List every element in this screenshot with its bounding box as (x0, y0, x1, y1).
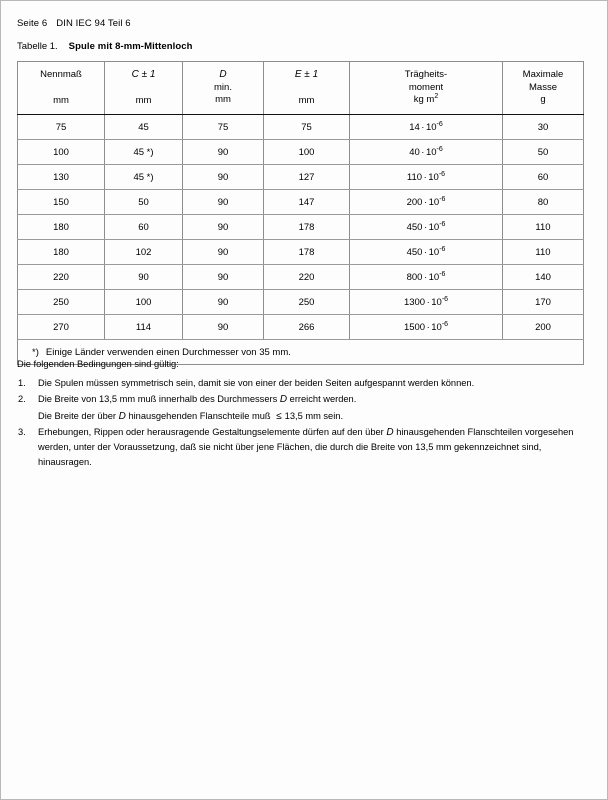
condition-sub-text-a: Die Breite der über (38, 411, 119, 422)
table-row (18, 315, 584, 340)
column-header-d: D min. mm (183, 62, 264, 115)
condition-var-2a: D (279, 394, 288, 406)
cell-e: 250 (264, 290, 350, 315)
cell-masse: 170 (503, 290, 584, 315)
cell-traegheitsmoment: $450 \cdot 10^{-6}$ (350, 240, 503, 265)
cell-e: 266 (264, 315, 350, 340)
cell-masse: 50 (503, 140, 584, 165)
cell-e: 100 (264, 140, 350, 165)
cell-d: 90 (183, 265, 264, 290)
table-caption-title: Spule mit 8-mm-Mittenloch (68, 41, 193, 52)
cell-nennmass: 100 (18, 140, 105, 165)
cell-traegheitsmoment: $450 \cdot 10^{-6}$ (350, 215, 503, 240)
table-row (18, 215, 584, 240)
cell-masse: 80 (503, 190, 584, 215)
cell-masse: 110 (503, 240, 584, 265)
condition-number-3: 3. (18, 426, 26, 437)
cell-e: 147 (264, 190, 350, 215)
condition-item-2-sub (17, 409, 595, 425)
cell-d: 90 (183, 290, 264, 315)
cell-traegheitsmoment: $40 \cdot 10^{-6}$ (350, 140, 503, 165)
column-header-e: E ± 1 mm (264, 62, 350, 115)
cell-traegheitsmoment: $110 \cdot 10^{-6}$ (350, 165, 503, 190)
table-body (18, 115, 584, 365)
cell-e: 178 (264, 240, 350, 265)
cell-masse: 60 (503, 165, 584, 190)
column-header-c: C ± 1 mm (105, 62, 183, 115)
cell-c: 90 (105, 265, 183, 290)
condition-text-2b: erreicht werden. (287, 394, 357, 405)
cell-d: 90 (183, 215, 264, 240)
condition-text-3a: Erhebungen, Rippen oder herausragende Gestaltungselemente dürfen auf den über (38, 426, 387, 437)
condition-number-1: 1. (18, 378, 26, 389)
condition-sub-var: D (118, 411, 126, 423)
unit-kg-m2: kg $m^2$ (413, 93, 439, 106)
condition-text-2a: Die Breite von 13,5 mm muß innerhalb des Durchmessers (38, 394, 280, 405)
cell-c: 45 *) (105, 165, 183, 190)
cell-c: 114 (105, 315, 183, 340)
cell-e: 178 (264, 215, 350, 240)
table-row (18, 265, 584, 290)
conditions-section (17, 357, 595, 471)
table-header-row (18, 62, 584, 115)
table-row (18, 165, 584, 190)
cell-masse: 30 (503, 115, 584, 140)
footnote-text: Einige Länder verwenden einen Durchmesser von 35 mm. (45, 346, 291, 358)
cell-masse: 140 (503, 265, 584, 290)
cell-nennmass: 180 (18, 240, 105, 265)
condition-item-3 (17, 425, 595, 470)
condition-sub-text-b: hinausgehenden Flanschteile muß (125, 411, 274, 422)
cell-masse: 110 (503, 215, 584, 240)
cell-nennmass: 180 (18, 215, 105, 240)
conditions-intro: Die folgenden Bedingungen sind gültig: (17, 359, 179, 369)
cell-d: 75 (183, 115, 264, 140)
cell-c: 45 *) (105, 140, 183, 165)
cell-c: 102 (105, 240, 183, 265)
footnote-marker: *) (32, 346, 39, 358)
cell-d: 90 (183, 140, 264, 165)
table-row (18, 190, 584, 215)
condition-item-2 (17, 392, 595, 408)
cell-c: 45 (105, 115, 183, 140)
condition-var-3a: D (386, 426, 394, 438)
condition-item-1 (17, 376, 595, 391)
cell-nennmass: 130 (18, 165, 105, 190)
standard-label: DIN IEC 94 Teil 6 (56, 18, 131, 29)
cell-traegheitsmoment: $200 \cdot 10^{-6}$ (350, 190, 503, 215)
less-than-equal-icon: ≤ (276, 411, 282, 423)
table-row (18, 140, 584, 165)
cell-c: 50 (105, 190, 183, 215)
cell-c: 60 (105, 215, 183, 240)
condition-text-1: Die Spulen müssen symmetrisch sein, damit sie von einer der beiden Seiten aufgespannt werden können. (38, 378, 475, 389)
condition-sub-text-c: 13,5 mm sein. (284, 411, 344, 422)
column-header-maximale-masse: Maximale Masse g (503, 62, 584, 115)
cell-e: 127 (264, 165, 350, 190)
cell-traegheitsmoment: $1500 \cdot 10^{-6}$ (350, 315, 503, 340)
cell-c: 100 (105, 290, 183, 315)
cell-d: 90 (183, 165, 264, 190)
table-caption (17, 41, 193, 52)
table-caption-number: Tabelle 1. (17, 41, 58, 52)
column-header-traegheitsmoment: Trägheits- moment kg $m^2$ (350, 62, 503, 115)
cell-nennmass: 250 (18, 290, 105, 315)
cell-nennmass: 270 (18, 315, 105, 340)
table-row (18, 290, 584, 315)
cell-traegheitsmoment: $800 \cdot 10^{-6}$ (350, 265, 503, 290)
table-row (18, 115, 584, 140)
cell-d: 90 (183, 315, 264, 340)
cell-d: 90 (183, 240, 264, 265)
condition-number-2: 2. (18, 394, 26, 405)
cell-nennmass: 75 (18, 115, 105, 140)
cell-d: 90 (183, 190, 264, 215)
cell-e: 75 (264, 115, 350, 140)
cell-traegheitsmoment: $1300 \cdot 10^{-6}$ (350, 290, 503, 315)
cell-nennmass: 220 (18, 265, 105, 290)
condition-text-3b: hinausgehenden Flanschteilen vorgesehen werden, unter der Voraussetzung, daß sie nicht über jene Flächen, die durch die Breite von 13,5 mm gekennzeichnet sind, hinausragen. (38, 426, 574, 468)
page-header (17, 18, 131, 29)
spule-dimensions-table (17, 61, 584, 365)
page-number-label: Seite 6 (17, 18, 48, 29)
column-header-nennmass: Nennmaß mm (18, 62, 105, 115)
cell-traegheitsmoment: $14 \cdot 10^{-6}$ (350, 115, 503, 140)
cell-nennmass: 150 (18, 190, 105, 215)
table-row (18, 240, 584, 265)
cell-masse: 200 (503, 315, 584, 340)
cell-e: 220 (264, 265, 350, 290)
